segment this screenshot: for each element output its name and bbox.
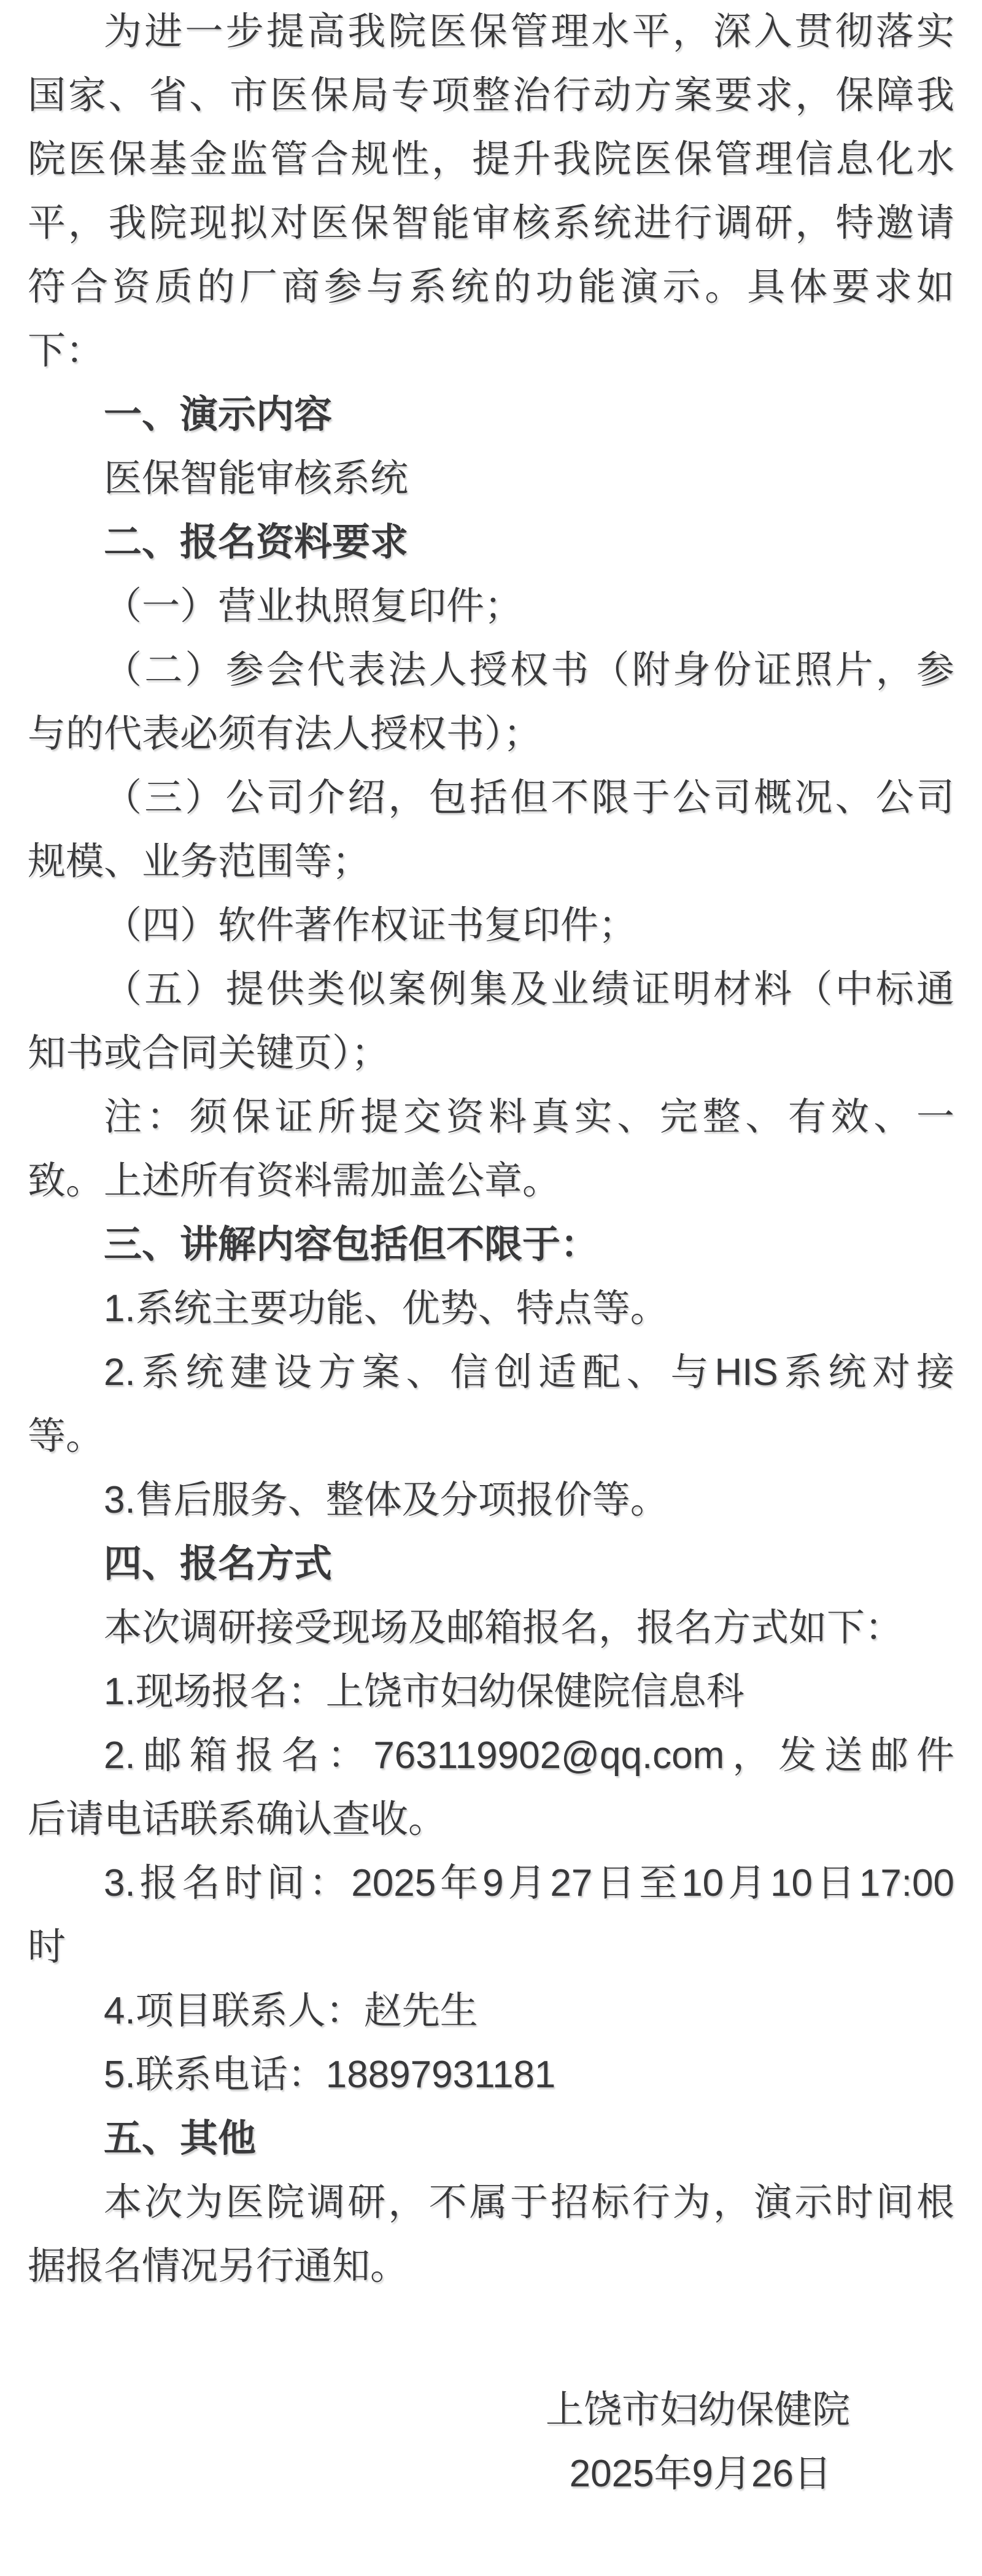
body-line: 院医保基金监管合规性，提升我院医保管理信息化水 <box>28 138 954 180</box>
list-item: （一）营业执照复印件； <box>104 585 523 627</box>
note-line: 注：须保证所提交资料真实、完整、有效、一 <box>104 1096 954 1138</box>
list-item: 5.联系电话：18897931181 <box>104 2054 556 2096</box>
list-item: （四）软件著作权证书复印件； <box>104 904 637 947</box>
section-heading: 三、讲解内容包括但不限于： <box>104 1224 599 1266</box>
list-item-continuation: 与的代表必须有法人授权书）； <box>28 713 542 755</box>
list-item-continuation: 等。 <box>28 1415 104 1457</box>
body-line: 国家、省、市医保局专项整治行动方案要求，保障我 <box>28 74 954 117</box>
body-line: 本次为医院调研，不属于招标行为，演示时间根 <box>104 2181 954 2224</box>
body-line: 下： <box>28 330 104 372</box>
section-gap <box>28 2299 954 2378</box>
section-heading: 二、报名资料要求 <box>104 521 409 564</box>
list-item: 1.现场报名：上饶市妇幼保健院信息科 <box>104 1670 744 1713</box>
body-line: 平，我院现拟对医保智能审核系统进行调研，特邀请 <box>28 202 954 244</box>
list-item: （三）公司介绍，包括但不限于公司概况、公司 <box>104 777 954 819</box>
section-heading: 一、演示内容 <box>104 394 333 436</box>
body-line: 本次调研接受现场及邮箱报名，报名方式如下： <box>104 1607 903 1649</box>
list-item: 2.邮箱报名：763119902@qq.com，发送邮件 <box>104 1734 954 1777</box>
body-line: 为进一步提高我院医保管理水平，深入贯彻落实 <box>104 10 954 53</box>
note-line-continuation: 致。上述所有资料需加盖公章。 <box>28 1160 561 1202</box>
body-line: 医保智能审核系统 <box>104 457 409 500</box>
list-item: 3.售后服务、整体及分项报价等。 <box>104 1479 668 1521</box>
signature-date: 2025年9月26日 <box>569 2453 832 2495</box>
list-item-continuation: 时 <box>28 1926 66 1968</box>
list-item: 2.系统建设方案、信创适配、与HIS系统对接 <box>104 1351 954 1394</box>
signature-org: 上饶市妇幼保健院 <box>545 2389 850 2431</box>
list-item: 1.系统主要功能、优势、特点等。 <box>104 1287 668 1330</box>
section-heading: 四、报名方式 <box>104 1543 333 1585</box>
list-item-continuation: 规模、业务范围等； <box>28 840 371 883</box>
list-item-continuation: 知书或合同关键页）； <box>28 1032 390 1074</box>
body-line: 符合资质的厂商参与系统的功能演示。具体要求如 <box>28 266 954 308</box>
body-line-continuation: 据报名情况另行通知。 <box>28 2245 409 2287</box>
section-heading: 五、其他 <box>104 2117 257 2160</box>
list-item: （二）参会代表法人授权书（附身份证照片，参 <box>104 649 954 691</box>
list-item: 3.报名时间：2025年9月27日至10月10日17:00 <box>104 1862 954 1904</box>
document-body <box>28 0 954 2506</box>
list-item: （五）提供类似案例集及业绩证明材料（中标通 <box>104 968 954 1011</box>
list-item: 4.项目联系人：赵先生 <box>104 1990 478 2032</box>
list-item-continuation: 后请电话联系确认查收。 <box>28 1798 447 1841</box>
